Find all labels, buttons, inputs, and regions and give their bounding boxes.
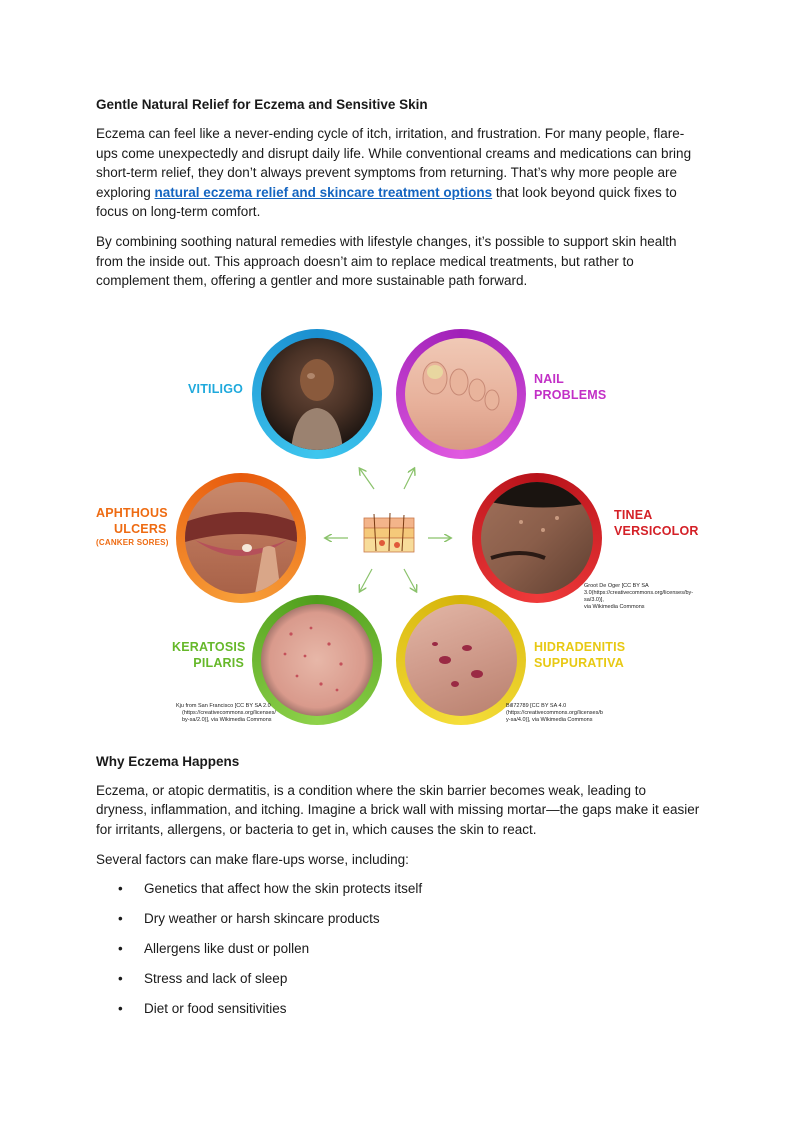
intro-paragraph: [96, 124, 700, 222]
list-item: • Dry weather or harsh skincare products: [96, 909, 700, 928]
keratosis-pilaris-label: [172, 639, 244, 671]
document-page: [96, 96, 700, 1029]
aphthous-ulcers-label: [96, 505, 169, 548]
intro-text-before: Eczema can feel like a never-ending cycle of itch, irritation, and frustration. For many people, flare-ups come unexpectedly and disrupt daily life. While conventional creams and medications can bring short-term relief, they don’t always prevent symptoms from returning. That’s why more people are exploring: [96, 126, 692, 200]
vitiligo-label: VITILIGO: [188, 381, 244, 396]
arm-skin-photo: [261, 604, 373, 716]
keratosis-credit-line1: Kju from San Francisco [CC BY SA 2.0: [176, 702, 271, 709]
tinea-credit-line3: via Wikimedia Commons: [584, 603, 645, 610]
tinea-versicolor-label: [614, 507, 699, 539]
nail-problems-circle: [396, 329, 526, 459]
hidradenitis-label-line1: HIDRADENITIS: [534, 639, 626, 654]
keratosis-credit-line2: (https://creativecommons.org/licenses/: [182, 709, 276, 716]
nail-label-line2: PROBLEMS: [534, 387, 607, 402]
atopic-dermatitis-paragraph: Eczema, or atopic dermatitis, is a condition where the skin barrier becomes weak, leading to dryness, inflammation, and itching. Imagine a brick wall with missing mortar—the gaps make it easier for irritants, allergens, or bacteria to get in, which causes the skin to react.: [96, 782, 700, 837]
hidradenitis-suppurativa-label: [534, 639, 625, 671]
flare-up-factors-list: [96, 879, 700, 1018]
keratosis-photo-credit: [176, 703, 276, 724]
inflamed-skin-photo: [405, 604, 517, 716]
hidradenitis-credit-line2: (https://creativecommons.org/licenses/b: [506, 709, 603, 716]
lifestyle-paragraph: By combining soothing natural remedies with lifestyle changes, it’s possible to support skin health from the inside out. This approach doesn’t aim to replace medical treatments, but rather to complement them, offering a gentler and more sustainable path forward.: [96, 233, 677, 289]
aphthous-label-line1: APHTHOUS: [96, 505, 168, 520]
list-item: • Stress and lack of sleep: [96, 969, 700, 988]
tinea-label-line1: TINEA: [614, 507, 653, 522]
skin-conditions-infographic: [90, 329, 699, 739]
portrait-photo: [261, 338, 373, 450]
list-item: • Genetics that affect how the skin protects itself: [96, 879, 700, 898]
nail-label-line1: NAIL: [534, 371, 564, 386]
hidradenitis-credit-line1: Bill72789 [CC BY SA 4.0: [506, 702, 567, 709]
tinea-photo-credit: [584, 583, 694, 611]
document-title: Gentle Natural Relief for Eczema and Sensitive Skin: [96, 97, 428, 112]
hidradenitis-label-line2: SUPPURATIVA: [534, 655, 624, 670]
factors-intro-paragraph: Several factors can make flare-ups worse, including:: [96, 851, 409, 867]
tinea-versicolor-circle: [472, 473, 602, 603]
hidradenitis-photo-credit: [506, 703, 603, 724]
why-eczema-heading: Why Eczema Happens: [96, 753, 240, 769]
skin-layers-icon: [364, 513, 414, 552]
list-item: • Allergens like dust or pollen: [96, 939, 700, 958]
vitiligo-circle: [252, 329, 382, 459]
keratosis-credit-line3: by-sa/2.0)], via Wikimedia Commons: [182, 716, 272, 723]
nail-problems-label: [534, 371, 606, 403]
tinea-label-line2: VERSICOLOR: [614, 523, 699, 538]
keratosis-label-line2: PILARIS: [193, 655, 244, 670]
forehead-photo: [481, 482, 593, 594]
keratosis-label-line1: KERATOSIS: [172, 639, 246, 654]
lip-photo: [185, 482, 297, 594]
aphthous-ulcers-circle: [176, 473, 306, 603]
treatment-options-link[interactable]: natural eczema relief and skincare treatment options: [154, 184, 493, 200]
intro-text-after: that look beyond quick fixes to focus on long-term comfort.: [96, 184, 677, 220]
aphthous-label-line3: (CANKER SORES): [96, 537, 169, 547]
list-item: • Diet or food sensitivities: [96, 999, 700, 1018]
tinea-credit-line1: Groot De Oger [CC BY SA: [584, 582, 649, 589]
aphthous-label-line2: ULCERS: [114, 521, 167, 536]
hidradenitis-credit-line3: y-sa/4.0)], via Wikimedia Commons: [506, 716, 593, 723]
tinea-credit-line2: 3.0(https://creativecommons.org/licenses/by-sa/3.0)],: [584, 589, 694, 603]
toes-photo: [405, 338, 517, 450]
